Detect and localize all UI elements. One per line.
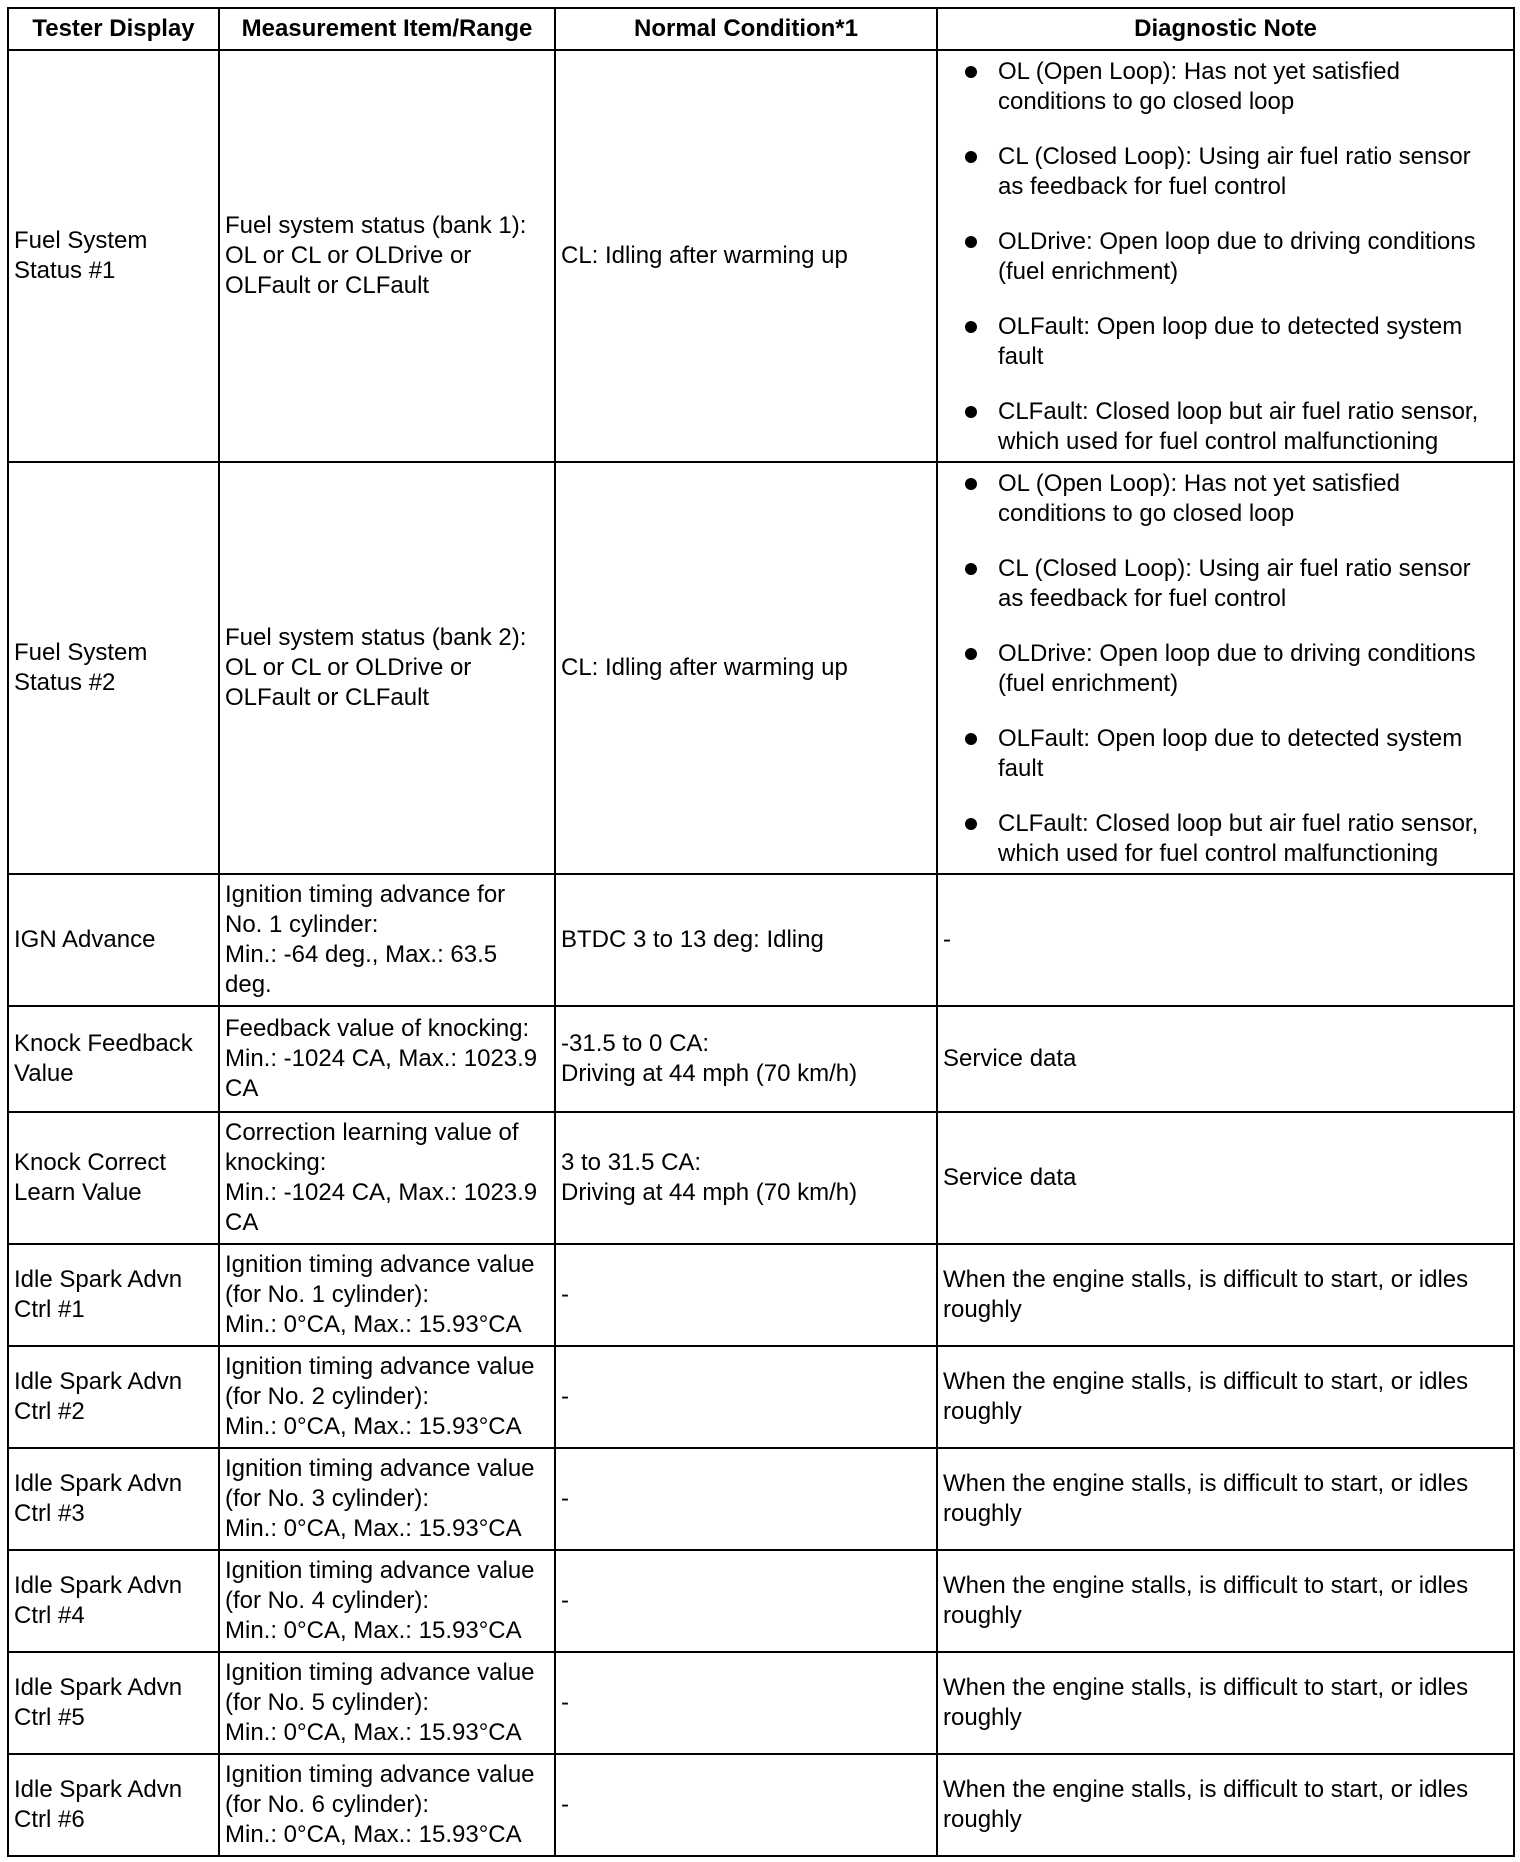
diagnostic-note-cell: When the engine stalls, is difficult to start, or idles roughly: [937, 1346, 1514, 1448]
bullet-icon: [965, 733, 977, 745]
measurement-cell: Ignition timing advance for No. 1 cylinder: Min.: -64 deg., Max.: 63.5 deg.: [219, 874, 555, 1006]
measurement-cell: Fuel system status (bank 1): OL or CL or OLDrive or OLFault or CLFault: [219, 50, 555, 462]
tester-display-cell: Idle Spark Advn Ctrl #4: [8, 1550, 219, 1652]
note-list: [943, 57, 1508, 457]
measurement-cell: Ignition timing advance value (for No. 4 cylinder): Min.: 0°CA, Max.: 15.93°CA: [219, 1550, 555, 1652]
tester-display-cell: Idle Spark Advn Ctrl #5: [8, 1652, 219, 1754]
measurement-cell: Ignition timing advance value (for No. 1 cylinder): Min.: 0°CA, Max.: 15.93°CA: [219, 1244, 555, 1346]
note-list: [943, 469, 1508, 869]
bullet-icon: [965, 236, 977, 248]
tester-display-cell: Knock Feedback Value: [8, 1006, 219, 1112]
table-row: [8, 1244, 1514, 1346]
tester-display-cell: Fuel System Status #1: [8, 50, 219, 462]
note-item: OLFault: Open loop due to detected system fault: [943, 312, 1508, 372]
measurement-cell: Fuel system status (bank 2): OL or CL or OLDrive or OLFault or CLFault: [219, 462, 555, 874]
table-row: [8, 874, 1514, 1006]
measurement-cell: Correction learning value of knocking: Min.: -1024 CA, Max.: 1023.9 CA: [219, 1112, 555, 1244]
note-item: CLFault: Closed loop but air fuel ratio sensor, which used for fuel control malfunctioning: [943, 809, 1508, 869]
tester-display-cell: Idle Spark Advn Ctrl #3: [8, 1448, 219, 1550]
measurement-cell: Feedback value of knocking: Min.: -1024 CA, Max.: 1023.9 CA: [219, 1006, 555, 1112]
tester-display-cell: IGN Advance: [8, 874, 219, 1006]
note-item: CL (Closed Loop): Using air fuel ratio sensor as feedback for fuel control: [943, 142, 1508, 202]
diagnostic-note-cell: Service data: [937, 1112, 1514, 1244]
note-item: OLDrive: Open loop due to driving conditions (fuel enrichment): [943, 639, 1508, 699]
normal-condition-cell: -: [555, 1652, 937, 1754]
header-diagnostic-note: Diagnostic Note: [937, 8, 1514, 50]
diagnostic-note-cell: -: [937, 874, 1514, 1006]
tester-display-cell: Idle Spark Advn Ctrl #1: [8, 1244, 219, 1346]
normal-condition-cell: BTDC 3 to 13 deg: Idling: [555, 874, 937, 1006]
measurement-cell: Ignition timing advance value (for No. 3 cylinder): Min.: 0°CA, Max.: 15.93°CA: [219, 1448, 555, 1550]
measurement-cell: Ignition timing advance value (for No. 6 cylinder): Min.: 0°CA, Max.: 15.93°CA: [219, 1754, 555, 1856]
normal-condition-cell: CL: Idling after warming up: [555, 462, 937, 874]
tester-display-cell: Idle Spark Advn Ctrl #6: [8, 1754, 219, 1856]
bullet-icon: [965, 648, 977, 660]
table-row: [8, 1754, 1514, 1856]
bullet-icon: [965, 151, 977, 163]
normal-condition-cell: CL: Idling after warming up: [555, 50, 937, 462]
table-row: [8, 1112, 1514, 1244]
bullet-icon: [965, 406, 977, 418]
note-item: CLFault: Closed loop but air fuel ratio sensor, which used for fuel control malfunctioning: [943, 397, 1508, 457]
bullet-icon: [965, 321, 977, 333]
bullet-icon: [965, 563, 977, 575]
table-row: [8, 1006, 1514, 1112]
bullet-icon: [965, 478, 977, 490]
normal-condition-cell: -: [555, 1448, 937, 1550]
header-normal-condition: Normal Condition*1: [555, 8, 937, 50]
diagnostic-note-cell: When the engine stalls, is difficult to start, or idles roughly: [937, 1448, 1514, 1550]
tester-display-cell: Knock Correct Learn Value: [8, 1112, 219, 1244]
normal-condition-cell: -: [555, 1244, 937, 1346]
table-row: [8, 462, 1514, 874]
table-row: [8, 1550, 1514, 1652]
header-measurement-item: Measurement Item/Range: [219, 8, 555, 50]
header-tester-display: Tester Display: [8, 8, 219, 50]
diagnostic-note-cell: [937, 462, 1514, 874]
normal-condition-cell: 3 to 31.5 CA: Driving at 44 mph (70 km/h): [555, 1112, 937, 1244]
table-row: [8, 1652, 1514, 1754]
bullet-icon: [965, 66, 977, 78]
note-item: OLDrive: Open loop due to driving conditions (fuel enrichment): [943, 227, 1508, 287]
header-row: [8, 8, 1514, 50]
table-row: [8, 1346, 1514, 1448]
normal-condition-cell: -: [555, 1550, 937, 1652]
measurement-cell: Ignition timing advance value (for No. 5 cylinder): Min.: 0°CA, Max.: 15.93°CA: [219, 1652, 555, 1754]
tester-display-cell: Fuel System Status #2: [8, 462, 219, 874]
diagnostic-note-cell: When the engine stalls, is difficult to start, or idles roughly: [937, 1550, 1514, 1652]
note-item: OL (Open Loop): Has not yet satisfied conditions to go closed loop: [943, 57, 1508, 117]
diagnostic-note-cell: When the engine stalls, is difficult to start, or idles roughly: [937, 1754, 1514, 1856]
measurement-cell: Ignition timing advance value (for No. 2 cylinder): Min.: 0°CA, Max.: 15.93°CA: [219, 1346, 555, 1448]
normal-condition-cell: -31.5 to 0 CA: Driving at 44 mph (70 km/h): [555, 1006, 937, 1112]
normal-condition-cell: -: [555, 1346, 937, 1448]
diagnostic-note-cell: When the engine stalls, is difficult to start, or idles roughly: [937, 1652, 1514, 1754]
note-item: OLFault: Open loop due to detected system fault: [943, 724, 1508, 784]
diagnostic-note-cell: When the engine stalls, is difficult to start, or idles roughly: [937, 1244, 1514, 1346]
note-item: OL (Open Loop): Has not yet satisfied conditions to go closed loop: [943, 469, 1508, 529]
note-item: CL (Closed Loop): Using air fuel ratio sensor as feedback for fuel control: [943, 554, 1508, 614]
diagnostic-note-cell: Service data: [937, 1006, 1514, 1112]
table-row: [8, 1448, 1514, 1550]
diagnostic-note-cell: [937, 50, 1514, 462]
data-list-table: [7, 7, 1515, 1857]
bullet-icon: [965, 818, 977, 830]
normal-condition-cell: -: [555, 1754, 937, 1856]
tester-display-cell: Idle Spark Advn Ctrl #2: [8, 1346, 219, 1448]
table-row: [8, 50, 1514, 462]
